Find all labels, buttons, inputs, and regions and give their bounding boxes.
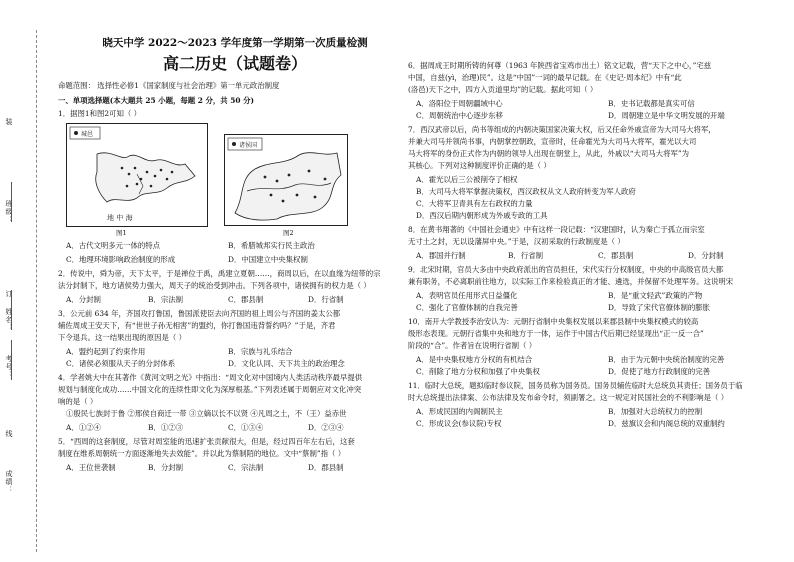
q5-option-d[interactable]: D．郡县制 — [308, 463, 344, 472]
paper-title: 高二历史（试题卷） — [162, 54, 307, 73]
q4-items: ①殷民七族封于鲁 ②邢侯自商迁一带 ③立嫡以长不以贤 ④凡周之土，不（王）益赤世 — [66, 409, 347, 418]
q10-stem-line-3: 阶段的“合”。作者旨在说明行省制（ ） — [408, 341, 537, 350]
q10-option-a[interactable]: A．是中央集权地方分权的有机结合 — [416, 355, 533, 364]
q2-stem-line-2: 法分封制下，地方诸侯势力强大，周天子的统治受到冲击。下列各项中，诸侯拥有的权力是（ ） — [58, 281, 371, 290]
q4-stem-line-2: 规划与制度化成功……中国文化的连续性即文化为深厚根基。”下列表述属于周朝应对文化冲突 — [58, 385, 362, 394]
q6-stem-line-3: (洛邑)天下之中，四方入贡道里均”的记载。据此可知（ ） — [408, 85, 598, 94]
q11-option-a[interactable]: A．形成民国的内阁制民主 — [416, 407, 503, 416]
q1-option-c[interactable]: C．地理环境影响政治制度的形成 — [66, 255, 176, 264]
q2-stem-line-1: 2．传说中，舜为帝，天下太平，于是禅位于禹，禹建立夏朝……，商周以后，在以血缘为纽带的宗 — [58, 269, 381, 278]
q10-option-d[interactable]: D．促使了地方行政制度的完善 — [608, 367, 711, 376]
q3-option-c[interactable]: C．诸侯必须服从天子的分封体系 — [66, 359, 176, 368]
q1-option-b[interactable]: B．希腊城邦实行民主政治 — [228, 241, 315, 250]
q11-option-b[interactable]: B．加强对大总统权力的控制 — [608, 407, 703, 416]
q1-option-a[interactable]: A．古代文明多元一体的特点 — [66, 241, 161, 250]
q8-stem-line-2: 无寸土之封，无以设藩屏中央。”于是，汉初采取的行政制度是（ ） — [408, 237, 625, 246]
q7-option-b[interactable]: B．大司马大将军掌握决策权，西汉政权从文人政府转变为军人政府 — [416, 187, 636, 196]
q10-option-c[interactable]: C．削除了地方分权和加强了中央集权 — [416, 367, 540, 376]
exam-scope: 命题范围： 选择性必修1《国家制度与社会治理》第一单元政治制度 — [58, 81, 280, 90]
q3-option-d[interactable]: D．文化认同、天下共主的政治理念 — [228, 359, 345, 368]
q9-stem-line-2: 兼有职务，不必离职前往地方，以实际工作来检验真正的才能、遴选，并保留不处理军务。这说明宋 — [408, 277, 734, 286]
map-1-caption: 图1 — [116, 229, 127, 237]
binding-line — [36, 30, 37, 552]
q9-option-a[interactable]: A．表明官员任用形式日益僵化 — [416, 291, 518, 300]
q7-option-d[interactable]: D．西汉后期内朝形成为外戚专政的工具 — [416, 211, 548, 220]
binding-mark-ding: 订 — [5, 290, 13, 298]
q10-stem-line-2: 级形态表现。元朝行省集中央和地方于一体，运作于中国古代后期已经显现出“正一反一合” — [408, 329, 704, 338]
section-heading: 一、单项选择题(本大题共 25 小题，每题 2 分，共 50 分) — [58, 96, 254, 105]
q6-option-a[interactable]: A．洛阳位于周朝疆域中心 — [416, 99, 503, 108]
q6-stem-line-2: 中国，自兹(yì，治理)民”。这是“中国”一词的最早记载。在《史记·周本纪》中有“此 — [408, 73, 682, 82]
name-blank[interactable] — [11, 290, 12, 330]
q8-stem-line-1: 8．在黄书翔著的《中国社会通史》中有这样一段记载：“汉建国时，认为秦亡于孤立而宗室 — [408, 225, 705, 234]
q9-stem-line-1: 9．北宋时期，官员大多由中央政府派出的官员担任，宋代实行分权制度，中央的中高级官员大都 — [408, 265, 724, 274]
q8-option-c[interactable]: C．郡县制 — [598, 251, 634, 260]
map-2-caption: 图2 — [283, 229, 294, 237]
q5-option-c[interactable]: C．宗法制 — [228, 463, 264, 472]
q4-option-a[interactable]: A．①②④ — [66, 423, 101, 432]
map-1-legend-text: 城邑 — [81, 131, 94, 138]
map-1-landmass — [96, 153, 195, 202]
q1-option-d[interactable]: D．中国建立中央集权制 — [228, 255, 308, 264]
q5-stem-line-1: 5．“西周的这套制度，尽管对周室能的迅速扩张贡献很大，但是，经过四百年左右后，这套 — [58, 437, 355, 446]
map-1-legend-dot — [74, 131, 78, 135]
class-blank[interactable] — [11, 182, 12, 222]
school-exam-title: 晓天中学 2022～2023 学年度第一学期第一次质量检测 — [102, 37, 368, 49]
binding-mark-zhuang: 装 — [5, 118, 13, 126]
q8-option-d[interactable]: D．分封制 — [688, 251, 724, 260]
grade-label: 成绩： — [5, 470, 13, 494]
q6-stem-line-1: 6．据周成王时期所铸的何尊（1963 年陕西省宝鸡市出土）铭文记载，营“天下之中心，”宅兹 — [408, 61, 712, 70]
q3-stem-line-2: 辅佐周成王安天下，有“世世子孙无相害”的盟约，你打鲁国违背誓约吗？”于是，齐君 — [58, 321, 336, 330]
q5-option-b[interactable]: B．分封制 — [148, 463, 183, 472]
q1-stem: 1．据图1和图2可知（ ） — [58, 109, 141, 118]
q9-option-c[interactable]: C．强化了官僚体制的自我完善 — [416, 303, 518, 312]
q2-option-a[interactable]: A．分封制 — [66, 295, 101, 304]
q4-option-d[interactable]: D．②③④ — [308, 423, 344, 432]
map-2-graphic — [225, 135, 347, 225]
map-figure-1 — [66, 123, 208, 227]
q5-stem-line-2: 制度在维系周朝统一方面逐渐地失去效能”。并以此为蔡制陌的地位。文中“蔡制”指（ ） — [58, 449, 346, 458]
q2-option-c[interactable]: C．郡县制 — [228, 295, 264, 304]
map-2-landmass — [235, 153, 341, 220]
class-label: 班级： — [5, 200, 13, 224]
map-figure-2 — [224, 134, 348, 226]
q7-option-a[interactable]: A．霍光以后三公被削夺了相权 — [416, 175, 518, 184]
binding-margin — [0, 0, 48, 562]
q3-option-a[interactable]: A．盟约起到了约束作用 — [66, 347, 146, 356]
q11-stem-line-1: 11．临时大总统，题拟临时参议院，国务员称为国务员。国务员辅佐临时大总统负其责任；国务员于临 — [408, 381, 743, 390]
map-1-graphic — [67, 124, 207, 226]
q4-stem-line-1: 4．学者姚大中在其著作《黄河文明之光》中指出：“周文化对中国境内人类活动秩序最早提供 — [58, 373, 363, 382]
q4-option-c[interactable]: C．①③④ — [228, 423, 264, 432]
q2-option-d[interactable]: D．行省制 — [308, 295, 344, 304]
q11-option-d[interactable]: D．兹旗议会和内阁总统的双重制约 — [608, 419, 725, 428]
q4-option-b[interactable]: B．①②③ — [148, 423, 183, 432]
binding-mark-xian: 线 — [5, 430, 13, 438]
q3-option-b[interactable]: B．宗族与礼乐结合 — [228, 347, 293, 356]
q8-option-a[interactable]: A．郡国并行制 — [416, 251, 466, 260]
q9-option-d[interactable]: D．导致了宋代官僚体制的膨胀 — [608, 303, 711, 312]
q7-stem-line-1: 7．西汉武帝以后，尚书等组成的内朝决策国家决策大权，后又任命外戚宣帝为大司马大将军， — [408, 125, 716, 134]
q11-stem-line-2: 时大总统提出法律案、公布法律及发布命令时，须副署之。这一规定对民国社会的不利影响是（ ） — [408, 393, 729, 402]
q8-option-b[interactable]: B．行省制 — [508, 251, 543, 260]
exam-number-label: 考号： — [5, 355, 13, 379]
q10-option-b[interactable]: B．由于为元朝中央统治制度的完善 — [608, 355, 725, 364]
q7-option-c[interactable]: C．大将军卫青具有左右政权的力量 — [416, 199, 533, 208]
map-2-legend-text: 诸侯国 — [239, 142, 258, 149]
q7-stem-line-2: 并兼大司马并领尚书事，内朝掌控朝政，宣帝时，任命霍光为大司马大将军，霍光以大司 — [408, 137, 697, 146]
q3-stem-line-1: 3．公元前 634 年，齐国攻打鲁国，鲁国派使臣去向齐国的祖上周公与齐国的姜太公都 — [58, 309, 341, 318]
name-label: 姓名： — [5, 308, 13, 332]
q9-option-b[interactable]: B．是“重文轻武”政策的产物 — [608, 291, 703, 300]
map-1-sea-label: 地 中 海 — [107, 214, 133, 222]
q11-option-c[interactable]: C．形成议会(参议院)专权 — [416, 419, 502, 428]
q6-option-d[interactable]: D．周朝建立是中华文明发展的开端 — [608, 111, 725, 120]
q10-stem-line-1: 10．南开大学教授李治安认为：元朝行省制中央集权发展以来郡县制中央集权模式的较高 — [408, 317, 699, 326]
exam-number-blank[interactable] — [11, 340, 12, 380]
q7-stem-line-3: 马大将军的身份正式作为内朝的领导人出现在朝堂上，从此，外戚以“大司马大将军”为 — [408, 149, 690, 158]
q4-stem-line-3: 响的是（ ） — [58, 397, 98, 406]
q7-stem-line-4: 其核心。下列对这种制度评价正确的是（ ） — [408, 161, 551, 170]
q6-option-b[interactable]: B．史书记载都是真实可信 — [608, 99, 695, 108]
map-2-legend-dot — [232, 142, 236, 146]
q5-option-a[interactable]: A．王位世袭制 — [66, 463, 116, 472]
q6-option-c[interactable]: C．周朝统治中心逐步东移 — [416, 111, 503, 120]
q2-option-b[interactable]: B．宗法制 — [148, 295, 183, 304]
q3-stem-line-3: 下令退兵。这一结果出现的原因是（ ） — [58, 333, 186, 342]
